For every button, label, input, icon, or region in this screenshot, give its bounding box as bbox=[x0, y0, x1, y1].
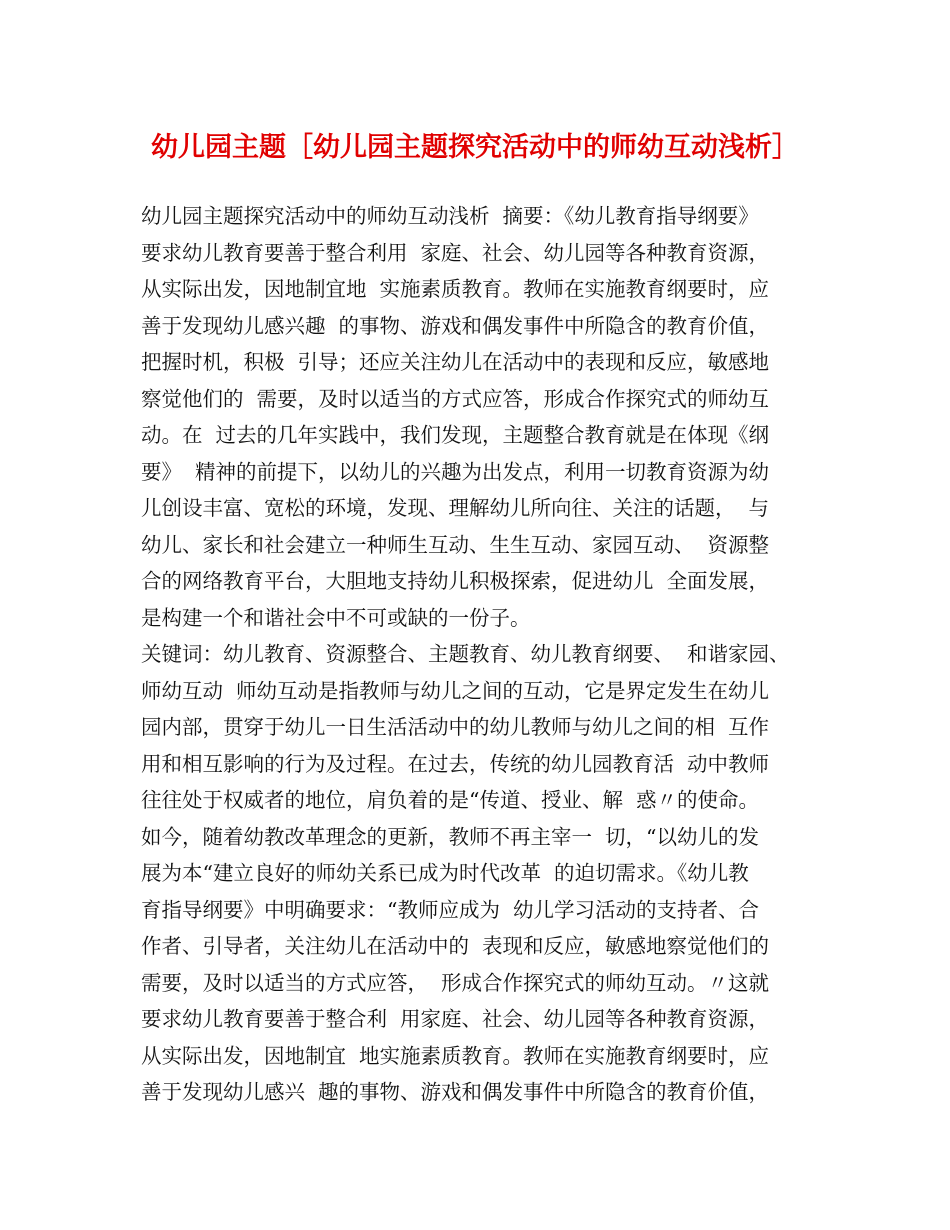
body-text-line: 育指导纲要》中明确要求：“教师应成为 幼儿学习活动的支持者、合 bbox=[141, 897, 760, 922]
body-text-line: 善于发现幼儿感兴 趣的事物、游戏和偶发事件中所隐含的教育价值， bbox=[141, 1080, 770, 1104]
body-text-line: 要求幼儿教育要善于整合利 用家庭、社会、幼儿园等各种教育资源， bbox=[141, 1007, 770, 1031]
body-text-line: 作者、引导者，关注幼儿在活动中的 表现和反应，敏感地察觉他们的 bbox=[141, 934, 770, 958]
body-text-line: 儿创设丰富、宽松的环境，发现、理解幼儿所向往、关注的话题， 与 bbox=[141, 496, 770, 520]
body-text-line: 合的网络教育平台，大胆地支持幼儿积极探索，促进幼儿 全面发展， bbox=[141, 569, 770, 593]
body-text-line: 展为本“建立良好的师幼关系已成为时代改革 的迫切需求。《幼儿教 bbox=[141, 861, 749, 885]
body-text-line: 用和相互影响的行为及过程。在过去，传统的幼儿园教育活 动中教师 bbox=[141, 751, 770, 776]
body-text-line: 动。在 过去的几年实践中，我们发现，主题整合教育就是在体现《纲 bbox=[141, 423, 770, 447]
body-text-line: 从实际出发，因地制宜地 实施素质教育。教师在实施教育纲要时，应 bbox=[141, 277, 770, 301]
body-text-line: 从实际出发，因地制宜 地实施素质教育。教师在实施教育纲要时，应 bbox=[141, 1043, 770, 1068]
body-text-line: 察觉他们的 需要，及时以适当的方式应答，形成合作探究式的师幼互 bbox=[141, 386, 770, 411]
body-text-line: 往往处于权威者的地位，肩负着的是“传道、授业、解 惑〃的使命。 bbox=[141, 788, 760, 812]
body-text-line: 需要，及时以适当的方式应答， 形成合作探究式的师幼互动。〃这就 bbox=[141, 970, 770, 995]
body-text-line: 是构建一个和谐社会中不可或缺的一份子。 bbox=[141, 605, 531, 630]
body-text-line: 善于发现幼儿感兴趣 的事物、游戏和偶发事件中所隐含的教育价值， bbox=[141, 313, 770, 338]
body-text-line: 要求幼儿教育要善于整合利用 家庭、社会、幼儿园等各种教育资源， bbox=[141, 240, 770, 265]
document-body bbox=[141, 198, 841, 1111]
body-text-line: 关键词：幼儿教育、资源整合、主题教育、幼儿教育纲要、 和谐家园、 bbox=[141, 642, 790, 666]
body-text-line: 把握时机，积极 引导；还应关注幼儿在活动中的表现和反应，敏感地 bbox=[141, 350, 770, 374]
body-text-line: 幼儿、家长和社会建立一种师生互动、生生互动、家园互动、 资源整 bbox=[141, 532, 770, 557]
body-text-line: 师幼互动 师幼互动是指教师与幼儿之间的互动，它是界定发生在幼儿 bbox=[141, 678, 770, 703]
body-text-line: 园内部，贯穿于幼儿一日生活活动中的幼儿教师与幼儿之间的相 互作 bbox=[141, 715, 770, 739]
body-text-line: 要》 精神的前提下，以幼儿的兴趣为出发点，利用一切教育资源为幼 bbox=[141, 459, 770, 484]
body-text-line: 幼儿园主题探究活动中的师幼互动浅析 摘要：《幼儿教育指导纲要》 bbox=[141, 204, 759, 228]
document-title: 幼儿园主题［幼儿园主题探究活动中的师幼互动浅析］ bbox=[151, 132, 799, 163]
body-text-line: 如今，随着幼教改革理念的更新，教师不再主宰一 切，“以幼儿的发 bbox=[141, 824, 760, 849]
